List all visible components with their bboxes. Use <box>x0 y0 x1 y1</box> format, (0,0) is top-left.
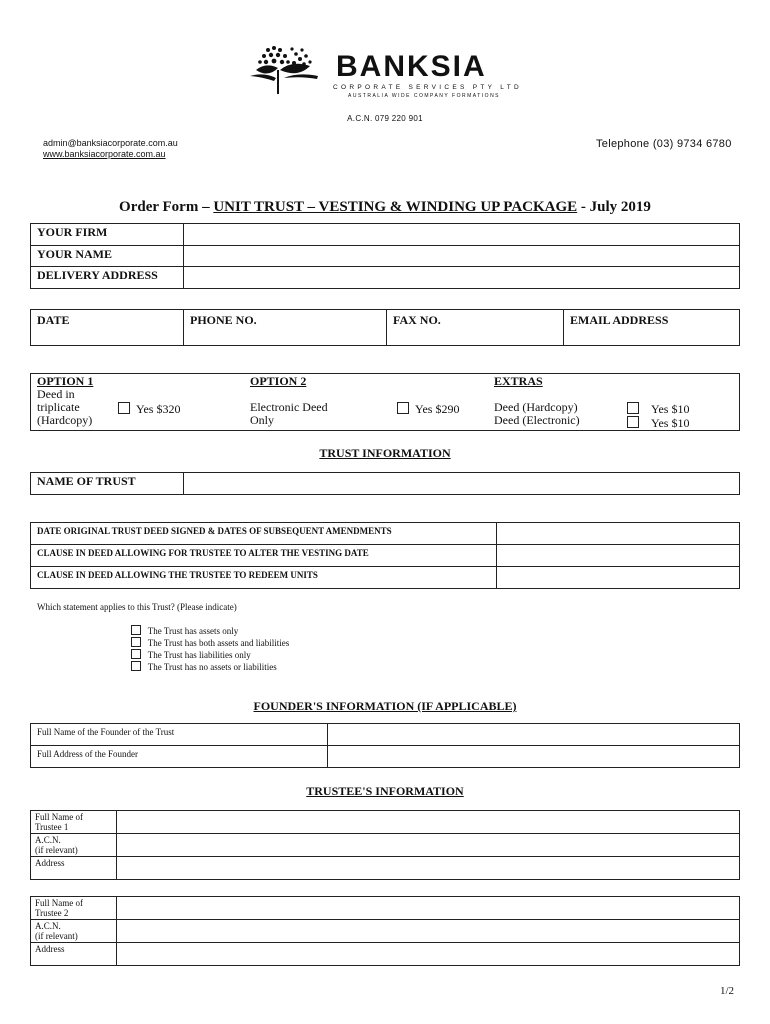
statement-checkbox[interactable] <box>131 661 141 671</box>
form-title: Order Form – UNIT TRUST – VESTING & WINDING UP PACKAGE - July 2019 <box>119 199 651 215</box>
founder-info-heading: FOUNDER'S INFORMATION (IF APPLICABLE) <box>253 699 517 713</box>
banksia-logo <box>236 40 531 102</box>
option-1-title: OPTION 1 <box>37 374 94 388</box>
page-number: 1/2 <box>719 985 734 997</box>
banksia-flower-icon <box>236 40 531 102</box>
trustee-1-address-label: Address <box>31 857 117 880</box>
option-2-checkbox[interactable] <box>397 402 409 414</box>
option-2 <box>250 375 400 427</box>
your-name-label: YOUR NAME <box>31 246 184 267</box>
founder-table <box>30 723 740 768</box>
option-1-checkbox[interactable] <box>118 402 130 414</box>
extras <box>494 375 624 427</box>
statement-checkbox[interactable] <box>131 637 141 647</box>
option-1-desc-line2: triplicate <box>37 400 80 414</box>
option-2-title: OPTION 2 <box>250 374 307 388</box>
option-1-desc-line3: (Hardcopy) <box>37 413 93 427</box>
option-1-price: Yes $320 <box>136 402 181 416</box>
trustee-2-acn-label: A.C.N. (if relevant) <box>31 920 117 943</box>
trustee-1-acn-field[interactable] <box>117 834 740 857</box>
extra-hardcopy-select[interactable] <box>627 402 689 416</box>
statement-label: The Trust has no assets or liabilities <box>147 662 277 672</box>
statement-option[interactable] <box>131 625 289 637</box>
trustee-2-acn-field[interactable] <box>117 920 740 943</box>
statement-label: The Trust has both assets and liabilities <box>147 638 290 648</box>
your-name-field[interactable] <box>184 246 740 267</box>
trust-info-heading: TRUST INFORMATION <box>319 446 451 460</box>
contact-email[interactable]: admin@banksiacorporate.com.au <box>43 138 178 148</box>
option-2-price: Yes $290 <box>415 402 460 416</box>
extra-electronic-select[interactable] <box>627 416 689 430</box>
deed-dates-field[interactable] <box>497 523 740 545</box>
trust-deed-table <box>30 522 740 589</box>
contact-table <box>30 309 740 346</box>
trustee-1-acn-label: A.C.N. (if relevant) <box>31 834 117 857</box>
clause-vesting-field[interactable] <box>497 545 740 567</box>
trustee-2-name-field[interactable] <box>117 897 740 920</box>
extra-electronic-label: Deed (Electronic) <box>494 413 580 427</box>
contact-telephone: Telephone (03) 9734 6780 <box>596 138 732 150</box>
extra-hardcopy-checkbox[interactable] <box>627 402 639 414</box>
trustee-1-table <box>30 810 740 880</box>
statement-label: The Trust has liabilities only <box>147 650 251 660</box>
statement-checkbox[interactable] <box>131 649 141 659</box>
package-options-box <box>30 373 740 431</box>
trust-name-table <box>30 472 740 495</box>
delivery-address-label: DELIVERY ADDRESS <box>31 267 184 289</box>
trustee-1-name-label: Full Name of Trustee 1 <box>31 811 117 834</box>
option-1-select[interactable] <box>118 402 180 416</box>
phone-field[interactable] <box>184 310 387 346</box>
trust-statement-question: Which statement applies to this Trust? (Please indicate) <box>37 602 237 612</box>
trustee-2-address-label: Address <box>31 943 117 966</box>
option-2-desc-line1: Electronic Deed <box>250 400 328 414</box>
trustee-2-table <box>30 896 740 966</box>
extra-hardcopy-label: Deed (Hardcopy) <box>494 400 578 414</box>
date-label: DATE <box>37 313 70 327</box>
extras-title: EXTRAS <box>494 374 543 388</box>
option-1 <box>37 375 237 427</box>
fax-field[interactable] <box>387 310 564 346</box>
email-label: EMAIL ADDRESS <box>570 313 669 327</box>
clause-redeem-label: CLAUSE IN DEED ALLOWING THE TRUSTEE TO REDEEM UNITS <box>31 567 497 589</box>
trust-name-label: NAME OF TRUST <box>31 473 184 495</box>
option-1-desc-line1: Deed in <box>37 387 75 401</box>
svg-text:BANKSIA: BANKSIA <box>336 50 487 83</box>
trustee-1-name-field[interactable] <box>117 811 740 834</box>
delivery-address-field[interactable] <box>184 267 740 289</box>
svg-text:AUSTRALIA WIDE COMPANY FORMATI: AUSTRALIA WIDE COMPANY FORMATIONS <box>348 93 501 99</box>
extra-hardcopy-price: Yes $10 <box>651 402 690 416</box>
extra-electronic-checkbox[interactable] <box>627 416 639 428</box>
statement-checkbox[interactable] <box>131 625 141 635</box>
option-2-select[interactable] <box>397 402 459 416</box>
trustee-2-name-label: Full Name of Trustee 2 <box>31 897 117 920</box>
website-link[interactable]: www.banksiacorporate.com.au <box>43 149 166 159</box>
email-field[interactable] <box>564 310 740 346</box>
fax-label: FAX NO. <box>393 313 441 327</box>
company-acn: A.C.N. 079 220 901 <box>347 114 423 123</box>
statement-label: The Trust has assets only <box>147 626 239 636</box>
client-details-table <box>30 223 740 289</box>
trustee-info-heading: TRUSTEE'S INFORMATION <box>306 784 464 798</box>
option-2-desc-line2: Only <box>250 413 274 427</box>
extra-electronic-price: Yes $10 <box>651 416 690 430</box>
founder-name-label: Full Name of the Founder of the Trust <box>31 724 328 746</box>
clause-vesting-label: CLAUSE IN DEED ALLOWING FOR TRUSTEE TO ALTER THE VESTING DATE <box>31 545 497 567</box>
founder-address-label: Full Address of the Founder <box>31 746 328 768</box>
statement-option[interactable] <box>131 661 289 673</box>
trustee-1-address-field[interactable] <box>117 857 740 880</box>
trust-statement-list <box>131 625 289 673</box>
trust-name-field[interactable] <box>184 473 740 495</box>
your-firm-field[interactable] <box>184 224 740 246</box>
phone-label: PHONE NO. <box>190 313 257 327</box>
svg-text:CORPORATE SERVICES PTY LTD: CORPORATE SERVICES PTY LTD <box>333 84 522 91</box>
statement-option[interactable] <box>131 649 289 661</box>
founder-address-field[interactable] <box>328 746 740 768</box>
your-firm-label: YOUR FIRM <box>31 224 184 246</box>
deed-dates-label: DATE ORIGINAL TRUST DEED SIGNED & DATES OF SUBSEQUENT AMENDMENTS <box>31 523 497 545</box>
founder-name-field[interactable] <box>328 724 740 746</box>
statement-option[interactable] <box>131 637 289 649</box>
date-field[interactable] <box>31 310 184 346</box>
clause-redeem-field[interactable] <box>497 567 740 589</box>
trustee-2-address-field[interactable] <box>117 943 740 966</box>
